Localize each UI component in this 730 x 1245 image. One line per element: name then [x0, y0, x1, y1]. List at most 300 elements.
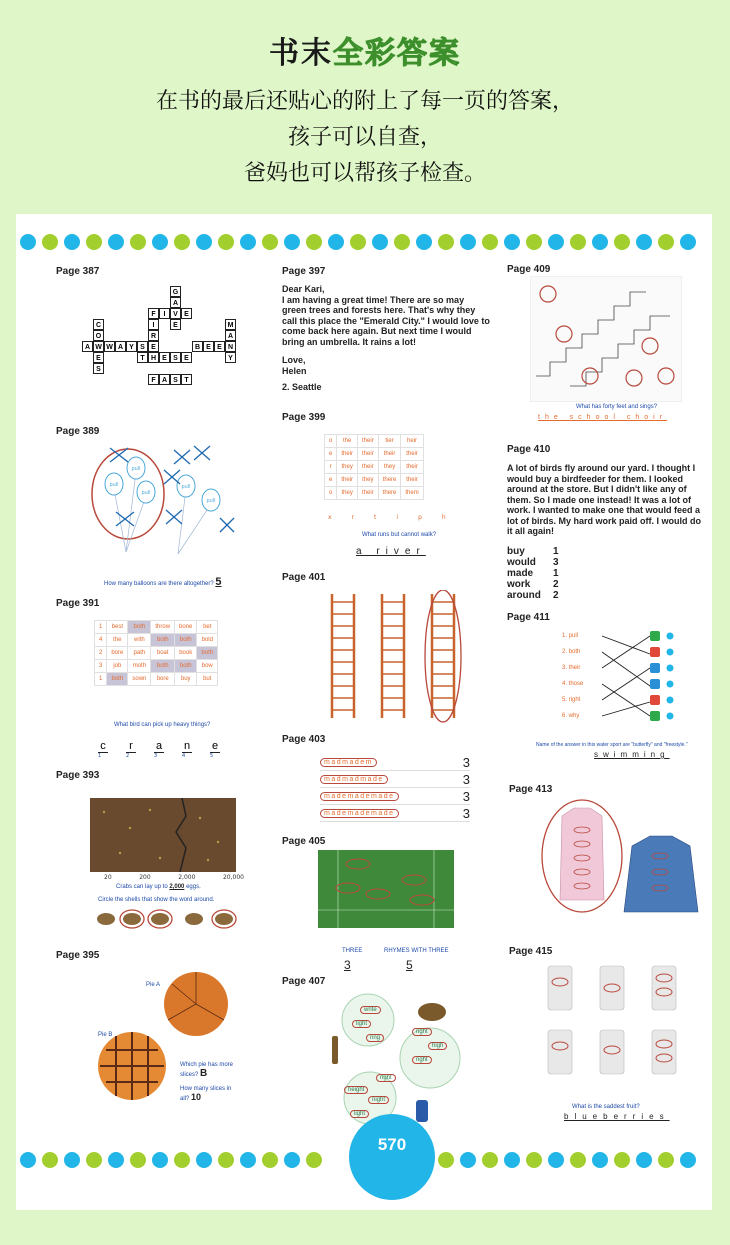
page-389-label: Page 389: [56, 426, 100, 437]
page-405-label: Page 405: [282, 836, 326, 847]
crossword-cell: E: [214, 341, 225, 352]
grid-row: [95, 660, 218, 673]
grid-cell: 4: [95, 634, 107, 647]
answer-number: 2: [126, 753, 130, 759]
p403-row: [320, 754, 470, 771]
page-413-label: Page 413: [509, 784, 553, 795]
border-dot: [240, 234, 256, 250]
balloons-389: [86, 444, 236, 559]
tally-row: [507, 579, 577, 590]
p415-question: What is the saddest fruit?: [572, 1104, 640, 1110]
p407-word: right: [412, 1056, 432, 1064]
p407-word: light: [350, 1110, 369, 1118]
p411-item: 5. right: [562, 697, 581, 703]
grid-cell: there: [378, 474, 401, 487]
p391-question: What bird can pick up heavy things?: [114, 722, 211, 728]
p411-question: Name of the answer in this water sport are "butterfly" and "freestyle.": [536, 742, 688, 748]
letter-closing: Love,: [282, 355, 306, 365]
answer-letter: e: [211, 740, 219, 752]
grid-cell: 1: [95, 621, 107, 634]
crossword-cell: V: [170, 308, 181, 319]
grid-cell: sown: [128, 673, 151, 686]
border-dot: [262, 1152, 278, 1168]
soccer-field: [318, 850, 454, 928]
border-dot: [570, 1152, 586, 1168]
p393-fill-end: eggs.: [186, 884, 201, 890]
grid-cell: both: [151, 634, 175, 647]
page-415-label: Page 415: [509, 946, 553, 957]
border-dot: [504, 1152, 520, 1168]
stairs-409: [530, 276, 682, 402]
p410-tally: [507, 546, 577, 601]
p411-item: 4. those: [562, 681, 584, 687]
answer-slot: [154, 740, 164, 759]
p407-word: night: [368, 1096, 389, 1104]
answer-number: 3: [154, 753, 158, 759]
crossword-cell: B: [192, 341, 203, 352]
p403-letters: madmadem: [320, 758, 377, 767]
grid-cell: path: [128, 647, 151, 660]
match-lines-411: [598, 630, 678, 724]
p407-word: ring: [366, 1034, 384, 1042]
crossword-cell: W: [93, 341, 104, 352]
border-dot: [20, 1152, 36, 1168]
crossword-cell: T: [137, 352, 148, 363]
crossword-cell: O: [93, 330, 104, 341]
grid-cell: e: [325, 448, 337, 461]
p403-row: [320, 788, 470, 805]
page-403-label: Page 403: [282, 734, 326, 745]
letter-body: I am having a great time! There are so may green trees and forests here. That's why they call this place the "Emerald City." I would love to come back here again. But next time I would bring an umbrella. It rains a lot!: [282, 294, 490, 347]
tally-count: 2: [553, 579, 559, 590]
border-dot: [174, 234, 190, 250]
answer-number: 5: [210, 753, 214, 759]
grid-row: [95, 673, 218, 686]
border-dot: [64, 1152, 80, 1168]
p410-text: A lot of birds fly around our yard. I thought I would buy a birdfeeder for them. I looked around at the store. But I didn't like any of them. So I made one instead! It was a lot of work. I wanted to make one that would feed a lot of birds. My hard work paid off. I would do it all again!: [507, 463, 701, 536]
border-dot: [526, 234, 542, 250]
letter-answer: 2. Seattle: [282, 382, 322, 392]
crossword-cell: C: [93, 319, 104, 330]
grid-letter: i: [396, 514, 399, 521]
p403-count: 3: [462, 788, 470, 804]
grid-cell: throw: [151, 621, 175, 634]
border-dot: [680, 234, 696, 250]
border-dot: [548, 1152, 564, 1168]
p389-answer: 5: [215, 576, 222, 588]
border-dot: [196, 1152, 212, 1168]
p411-answer: swimming: [594, 750, 670, 759]
grid-row: [325, 474, 424, 487]
promo-line-2: 孩子可以自查，: [287, 125, 442, 150]
dirt-image-393: [90, 798, 236, 872]
border-dot: [218, 234, 234, 250]
tally-count: 1: [553, 546, 559, 557]
p409-question: What has forty feet and sings?: [576, 404, 658, 410]
grid-cell: but: [197, 673, 218, 686]
p403-row: [320, 805, 470, 822]
p389-question: [104, 576, 222, 588]
crossword-cell: S: [170, 374, 181, 385]
crossword-cell: G: [170, 286, 181, 297]
p407-word: right: [376, 1074, 396, 1082]
page-411-label: Page 411: [507, 612, 550, 623]
promo-line-1: 在书的最后还贴心的附上了每一页的答案，: [155, 89, 574, 114]
grid-cell: there: [378, 487, 401, 500]
border-dot: [152, 1152, 168, 1168]
border-dot: [372, 234, 388, 250]
pie-b-label: Pie B: [98, 1032, 113, 1038]
tally-row: [507, 590, 577, 601]
p407-word: light: [352, 1020, 371, 1028]
tally-word: made: [507, 568, 534, 579]
border-dot: [504, 234, 520, 250]
grid-row: [325, 435, 424, 448]
crossword-cell: S: [93, 363, 104, 374]
grid-row: [325, 448, 424, 461]
p403-letters: mademademade: [320, 792, 399, 801]
paint-cans: [650, 631, 660, 721]
ladders-401: [326, 590, 466, 724]
crossword-cell: H: [148, 352, 159, 363]
p407-word: right: [412, 1028, 432, 1036]
grid-cell: bone: [175, 621, 197, 634]
crossword-cell: E: [159, 352, 170, 363]
page-409-label: Page 409: [507, 264, 551, 275]
grid-cell: their: [401, 461, 423, 474]
scale-value: 20: [104, 874, 112, 881]
p411-item: 2. both: [562, 649, 581, 655]
border-dot: [218, 1152, 234, 1168]
tally-word: would: [507, 557, 536, 568]
answer-circle: [425, 590, 461, 722]
border-dot: [42, 1152, 58, 1168]
border-dot: [64, 234, 80, 250]
page-number-badge: 570: [349, 1114, 435, 1200]
grid-cell: tier: [378, 435, 401, 448]
p395-q2: [180, 1086, 234, 1102]
balloon-word: pull: [109, 482, 119, 488]
crossword-cell: E: [181, 352, 192, 363]
grid-cell: o: [325, 435, 337, 448]
grid-cell: both: [151, 660, 175, 673]
answer-number: 4: [182, 753, 186, 759]
tally-row: [507, 557, 577, 568]
grid-letter: x: [328, 514, 332, 521]
scale-value: 200: [139, 874, 151, 881]
crossword-cell: A: [225, 330, 236, 341]
crossword-cell: M: [225, 319, 236, 330]
border-dot: [482, 1152, 498, 1168]
border-dot: [262, 234, 278, 250]
grid-cell: their: [358, 487, 379, 500]
can-dots: [667, 633, 674, 720]
crossword-cell: R: [148, 330, 159, 341]
p403-count: 3: [462, 805, 470, 821]
tally-count: 1: [553, 568, 559, 579]
border-dot: [284, 1152, 300, 1168]
shells-393: [94, 908, 238, 930]
grid-cell: them: [401, 487, 423, 500]
crossword-cell: W: [104, 341, 115, 352]
letter-397: [282, 284, 490, 393]
border-dot: [306, 234, 322, 250]
border-dot: [152, 234, 168, 250]
crossword-cell: E: [181, 308, 192, 319]
cans-415: [544, 964, 692, 1104]
p411-item: 6. why: [562, 713, 580, 719]
p399-question: What runs but cannot walk?: [362, 532, 437, 538]
border-dot: [416, 234, 432, 250]
grid-cell: their: [358, 448, 379, 461]
page-401-label: Page 401: [282, 572, 326, 583]
grid-cell: their: [401, 448, 423, 461]
grid-row: [95, 647, 218, 660]
answer-page: [16, 214, 712, 1210]
page-407-label: Page 407: [282, 976, 326, 987]
letter-greeting: Dear Kari,: [282, 284, 325, 294]
promo-header: [0, 0, 730, 210]
crossword-cell: E: [203, 341, 214, 352]
p407-word: height: [344, 1086, 368, 1094]
field-405: [318, 850, 454, 928]
border-dot: [394, 234, 410, 250]
crossword-cell: S: [137, 341, 148, 352]
border-dot: [636, 234, 652, 250]
crossword-cell: N: [225, 341, 236, 352]
border-dot: [460, 234, 476, 250]
answer-letter: a: [155, 740, 163, 752]
grid-cell: both: [175, 634, 197, 647]
grid-cell: they: [337, 461, 358, 474]
page-391-label: Page 391: [56, 598, 100, 609]
p411-item: 3. their: [562, 665, 581, 671]
border-dot: [130, 1152, 146, 1168]
answer-letter: n: [183, 740, 191, 752]
grid-cell: 3: [95, 660, 107, 673]
p395-a1: B: [200, 1068, 208, 1079]
tally-row: [507, 568, 577, 579]
page-393-label: Page 393: [56, 770, 100, 781]
title-part-2: 全彩答案: [333, 36, 461, 71]
balloon-word: pull: [141, 490, 151, 496]
border-dot: [284, 234, 300, 250]
crossword-cell: A: [170, 297, 181, 308]
pie-a-label: Pie A: [146, 982, 161, 988]
grid-cell: both: [107, 673, 128, 686]
page-410-label: Page 410: [507, 444, 551, 455]
page-395-label: Page 395: [56, 950, 100, 961]
promo-line-3: 爸妈也可以帮孩子检查。: [243, 161, 486, 186]
crossword-cell: E: [148, 341, 159, 352]
p389-question-text: How many balloons are there altogether?: [104, 581, 214, 587]
answer-slot: [210, 740, 220, 759]
word-grid-399: [324, 434, 424, 500]
border-dot: [438, 1152, 454, 1168]
border-dot: [680, 1152, 696, 1168]
p407-words: [332, 1002, 462, 1122]
balloon-word: pull: [181, 484, 191, 490]
border-dot: [350, 234, 366, 250]
p409-answer: the school choir: [538, 414, 668, 421]
answer-slot: [182, 740, 192, 759]
match-lines: [602, 636, 650, 716]
border-dot: [460, 1152, 476, 1168]
grid-cell: moth: [128, 660, 151, 673]
grid-cell: best: [107, 621, 128, 634]
grid-cell: both: [175, 660, 197, 673]
grid-cell: e: [325, 474, 337, 487]
border-dot: [42, 234, 58, 250]
grid-cell: boat: [151, 647, 175, 660]
border-dot: [482, 234, 498, 250]
balloon-word: pull: [206, 498, 216, 504]
ladder-rails: [332, 594, 454, 718]
answer-slot: [98, 740, 108, 759]
grid-cell: their: [358, 461, 379, 474]
p407-word: write: [360, 1006, 381, 1014]
grid-cell: they: [378, 461, 401, 474]
p393-circle-text: Circle the shells that show the word around.: [98, 897, 215, 903]
border-dot: [108, 1152, 124, 1168]
border-dot: [614, 234, 630, 250]
crossword-cell: A: [159, 374, 170, 385]
border-dot: [658, 234, 674, 250]
p405-rhymes-label: RHYMES WITH THREE: [384, 948, 449, 954]
grid-letter: h: [441, 514, 446, 521]
shirts-413: [540, 796, 704, 920]
grid-cell: buy: [175, 673, 197, 686]
cross-marks: [110, 446, 234, 532]
grid-cell: 1: [95, 673, 107, 686]
scale-value: 20,000: [222, 874, 244, 881]
crossword-cell: A: [115, 341, 126, 352]
border-dot: [86, 234, 102, 250]
cans: [548, 966, 676, 1074]
border-dot: [438, 234, 454, 250]
border-dot: [174, 1152, 190, 1168]
grid-cell: their: [337, 474, 358, 487]
p403-row: [320, 771, 470, 788]
p403-letters: mademademade: [320, 809, 399, 818]
answer-slot: [126, 740, 136, 759]
border-dot: [108, 234, 124, 250]
p415-answer: blueberries: [564, 1112, 670, 1121]
p393-scale: [104, 874, 244, 881]
crossword-cell: T: [181, 374, 192, 385]
grid-cell: their: [401, 474, 423, 487]
border-dot: [196, 234, 212, 250]
p405-three-label: THREE: [342, 948, 363, 954]
grid-cell: the: [337, 435, 358, 448]
crossword-387: [82, 286, 242, 396]
crossword-cell: F: [148, 308, 159, 319]
pink-shirt: [560, 808, 604, 900]
crossword-cell: S: [170, 352, 181, 363]
grid-cell: both: [128, 621, 151, 634]
tally-word: around: [507, 590, 541, 601]
grid-cell: the: [107, 634, 128, 647]
grid-cell: their: [378, 448, 401, 461]
p399-letters: [328, 514, 446, 521]
border-dot: [658, 1152, 674, 1168]
border-dot: [20, 234, 36, 250]
dot-border-top: [16, 234, 716, 250]
grid-row: [325, 461, 424, 474]
p403-letters: madmadmade: [320, 775, 388, 784]
word-grid-391: [94, 620, 218, 686]
page-387-label: Page 387: [56, 266, 100, 277]
p403-count: 3: [462, 754, 470, 770]
border-dot: [548, 234, 564, 250]
border-dot: [592, 1152, 608, 1168]
grid-row: [95, 621, 218, 634]
tally-word: work: [507, 579, 531, 590]
grid-letter: r: [351, 514, 355, 521]
p393-answer: 2,000: [169, 884, 185, 890]
tally-row: [507, 546, 577, 557]
grid-cell: they: [358, 474, 379, 487]
p395-q1-text: Which pie has more slices?: [180, 1062, 234, 1078]
p393-fill-start: Crabs can lay up to: [116, 884, 168, 890]
border-dot: [614, 1152, 630, 1168]
border-dot: [592, 234, 608, 250]
ladder-rungs: [332, 602, 454, 710]
grid-cell: both: [197, 647, 218, 660]
grid-cell: they: [337, 487, 358, 500]
grid-cell: o: [325, 487, 337, 500]
grid-cell: r: [325, 461, 337, 474]
p391-answer: [98, 740, 220, 759]
p405-rhymes-count: 5: [406, 958, 413, 972]
balloon-word: pull: [131, 466, 141, 472]
grid-row: [325, 487, 424, 500]
grid-cell: bore: [107, 647, 128, 660]
p399-answer: a river: [356, 546, 426, 557]
border-dot: [328, 234, 344, 250]
title-part-1: 书末: [269, 36, 333, 71]
answer-number: 1: [98, 753, 102, 759]
page-399-label: Page 399: [282, 412, 326, 423]
p395-q2-text: How many slices in all?: [180, 1086, 232, 1102]
tally-word: buy: [507, 546, 525, 557]
promo-title: [0, 28, 730, 72]
border-dot: [526, 1152, 542, 1168]
grid-cell: 2: [95, 647, 107, 660]
crossword-cell: Y: [126, 341, 137, 352]
border-dot: [306, 1152, 322, 1168]
border-dot: [240, 1152, 256, 1168]
crossword-cell: A: [82, 341, 93, 352]
grid-letter: t: [374, 514, 377, 521]
p403-lines: [320, 754, 470, 822]
page-397-label: Page 397: [282, 266, 326, 277]
p395-a2: 10: [191, 1092, 202, 1102]
tally-count: 2: [553, 590, 559, 601]
grid-cell: with: [128, 634, 151, 647]
grid-cell: bet: [197, 621, 218, 634]
crossword-cell: F: [148, 374, 159, 385]
grid-cell: heir: [401, 435, 423, 448]
border-dot: [86, 1152, 102, 1168]
grid-letter: p: [418, 514, 422, 521]
p405-three-count: 3: [344, 958, 351, 972]
answer-letter: r: [126, 740, 136, 753]
p395-q1: [180, 1062, 234, 1079]
grid-cell: their: [358, 435, 379, 448]
border-dot: [130, 234, 146, 250]
p393-fill: [116, 884, 201, 890]
